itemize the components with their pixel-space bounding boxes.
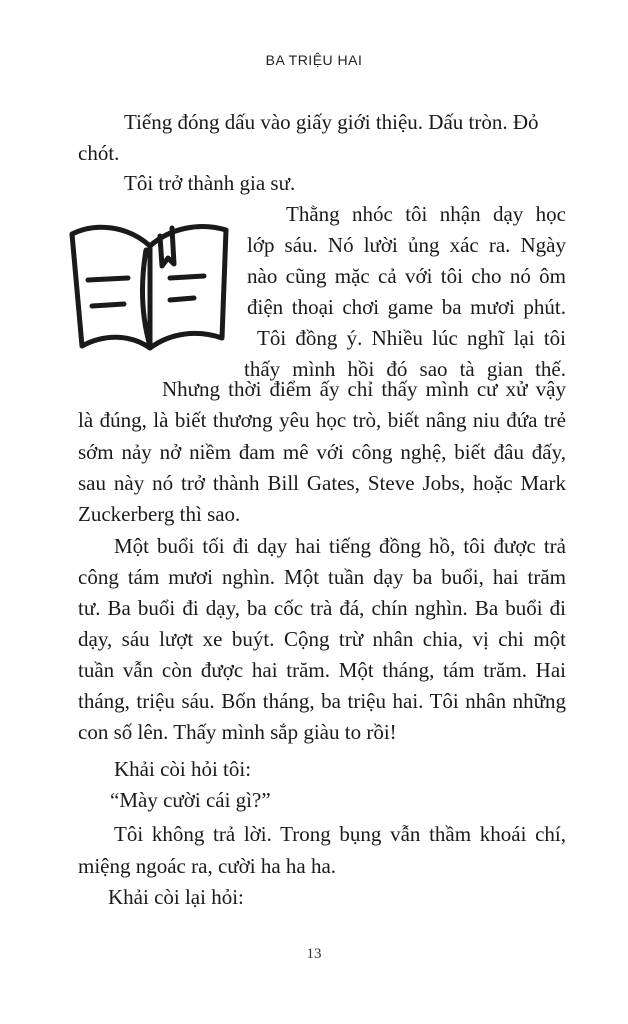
text-line: Tiếng đóng dấu vào giấy giới thiệu. Dấu tròn. Đỏ	[124, 110, 539, 134]
text-line: Tôi không trả lời. Trong bụng vẫn thầm khoái chí,	[114, 822, 566, 846]
open-book-icon	[58, 206, 242, 358]
text-line: “Mày cười cái gì?”	[110, 788, 271, 812]
text-line: là đúng, là biết thương yêu học trò, biết nâng niu đứa trẻ	[78, 408, 566, 432]
text-line: tháng, triệu sáu. Bốn tháng, ba triệu hai. Tôi nhân những	[78, 689, 566, 713]
text-line: chót.	[78, 141, 120, 165]
text-line: Thằng nhóc tôi nhận dạy học	[286, 202, 566, 226]
text-line: con số lên. Thấy mình sắp giàu to rồi!	[78, 720, 397, 744]
text-line: tuần vẫn còn được hai trăm. Một tháng, tám trăm. Hai	[78, 658, 566, 682]
text-line: Khải còi hỏi tôi:	[114, 757, 252, 781]
text-line: Một buổi tối đi dạy hai tiếng đồng hồ, tôi được trả	[114, 534, 566, 558]
text-line: lớp sáu. Nó lười ủng xác ra. Ngày	[247, 233, 566, 257]
text-line: nào cũng mặc cả với tôi cho nó ôm	[247, 264, 566, 288]
text-line: dạy, sáu lượt xe buýt. Cộng trừ nhân chia, vị chi một	[78, 627, 566, 651]
running-header: BA TRIỆU HAI	[265, 52, 363, 68]
text-line: điện thoại chơi game ba mươi phút.	[247, 295, 566, 319]
text-line: Tôi đồng ý. Nhiều lúc nghĩ lại tôi	[257, 326, 566, 350]
text-line: Nhưng thời điểm ấy chỉ thấy mình cư xử vậy	[162, 377, 566, 401]
text-line: Khải còi lại hỏi:	[108, 885, 244, 909]
text-line: công tám mươi nghìn. Một tuần dạy ba buổi, hai trăm	[78, 565, 566, 589]
text-line: thấy mình hồi đó sao tà gian thế.	[244, 357, 566, 381]
text-line: Tôi trở thành gia sư.	[124, 171, 296, 195]
text-line: miệng ngoác ra, cười ha ha ha.	[78, 854, 337, 878]
text-line: sau này nó trở thành Bill Gates, Steve Jobs, hoặc Mark	[78, 471, 566, 495]
text-line: Zuckerberg thì sao.	[78, 502, 241, 526]
text-line: tư. Ba buổi đi dạy, ba cốc trà đá, chín nghìn. Ba buổi đi	[78, 596, 566, 620]
text-line: sớm nảy nở niềm đam mê với công nghệ, biết đâu đấy,	[78, 440, 566, 464]
page-number: 13	[306, 946, 322, 962]
